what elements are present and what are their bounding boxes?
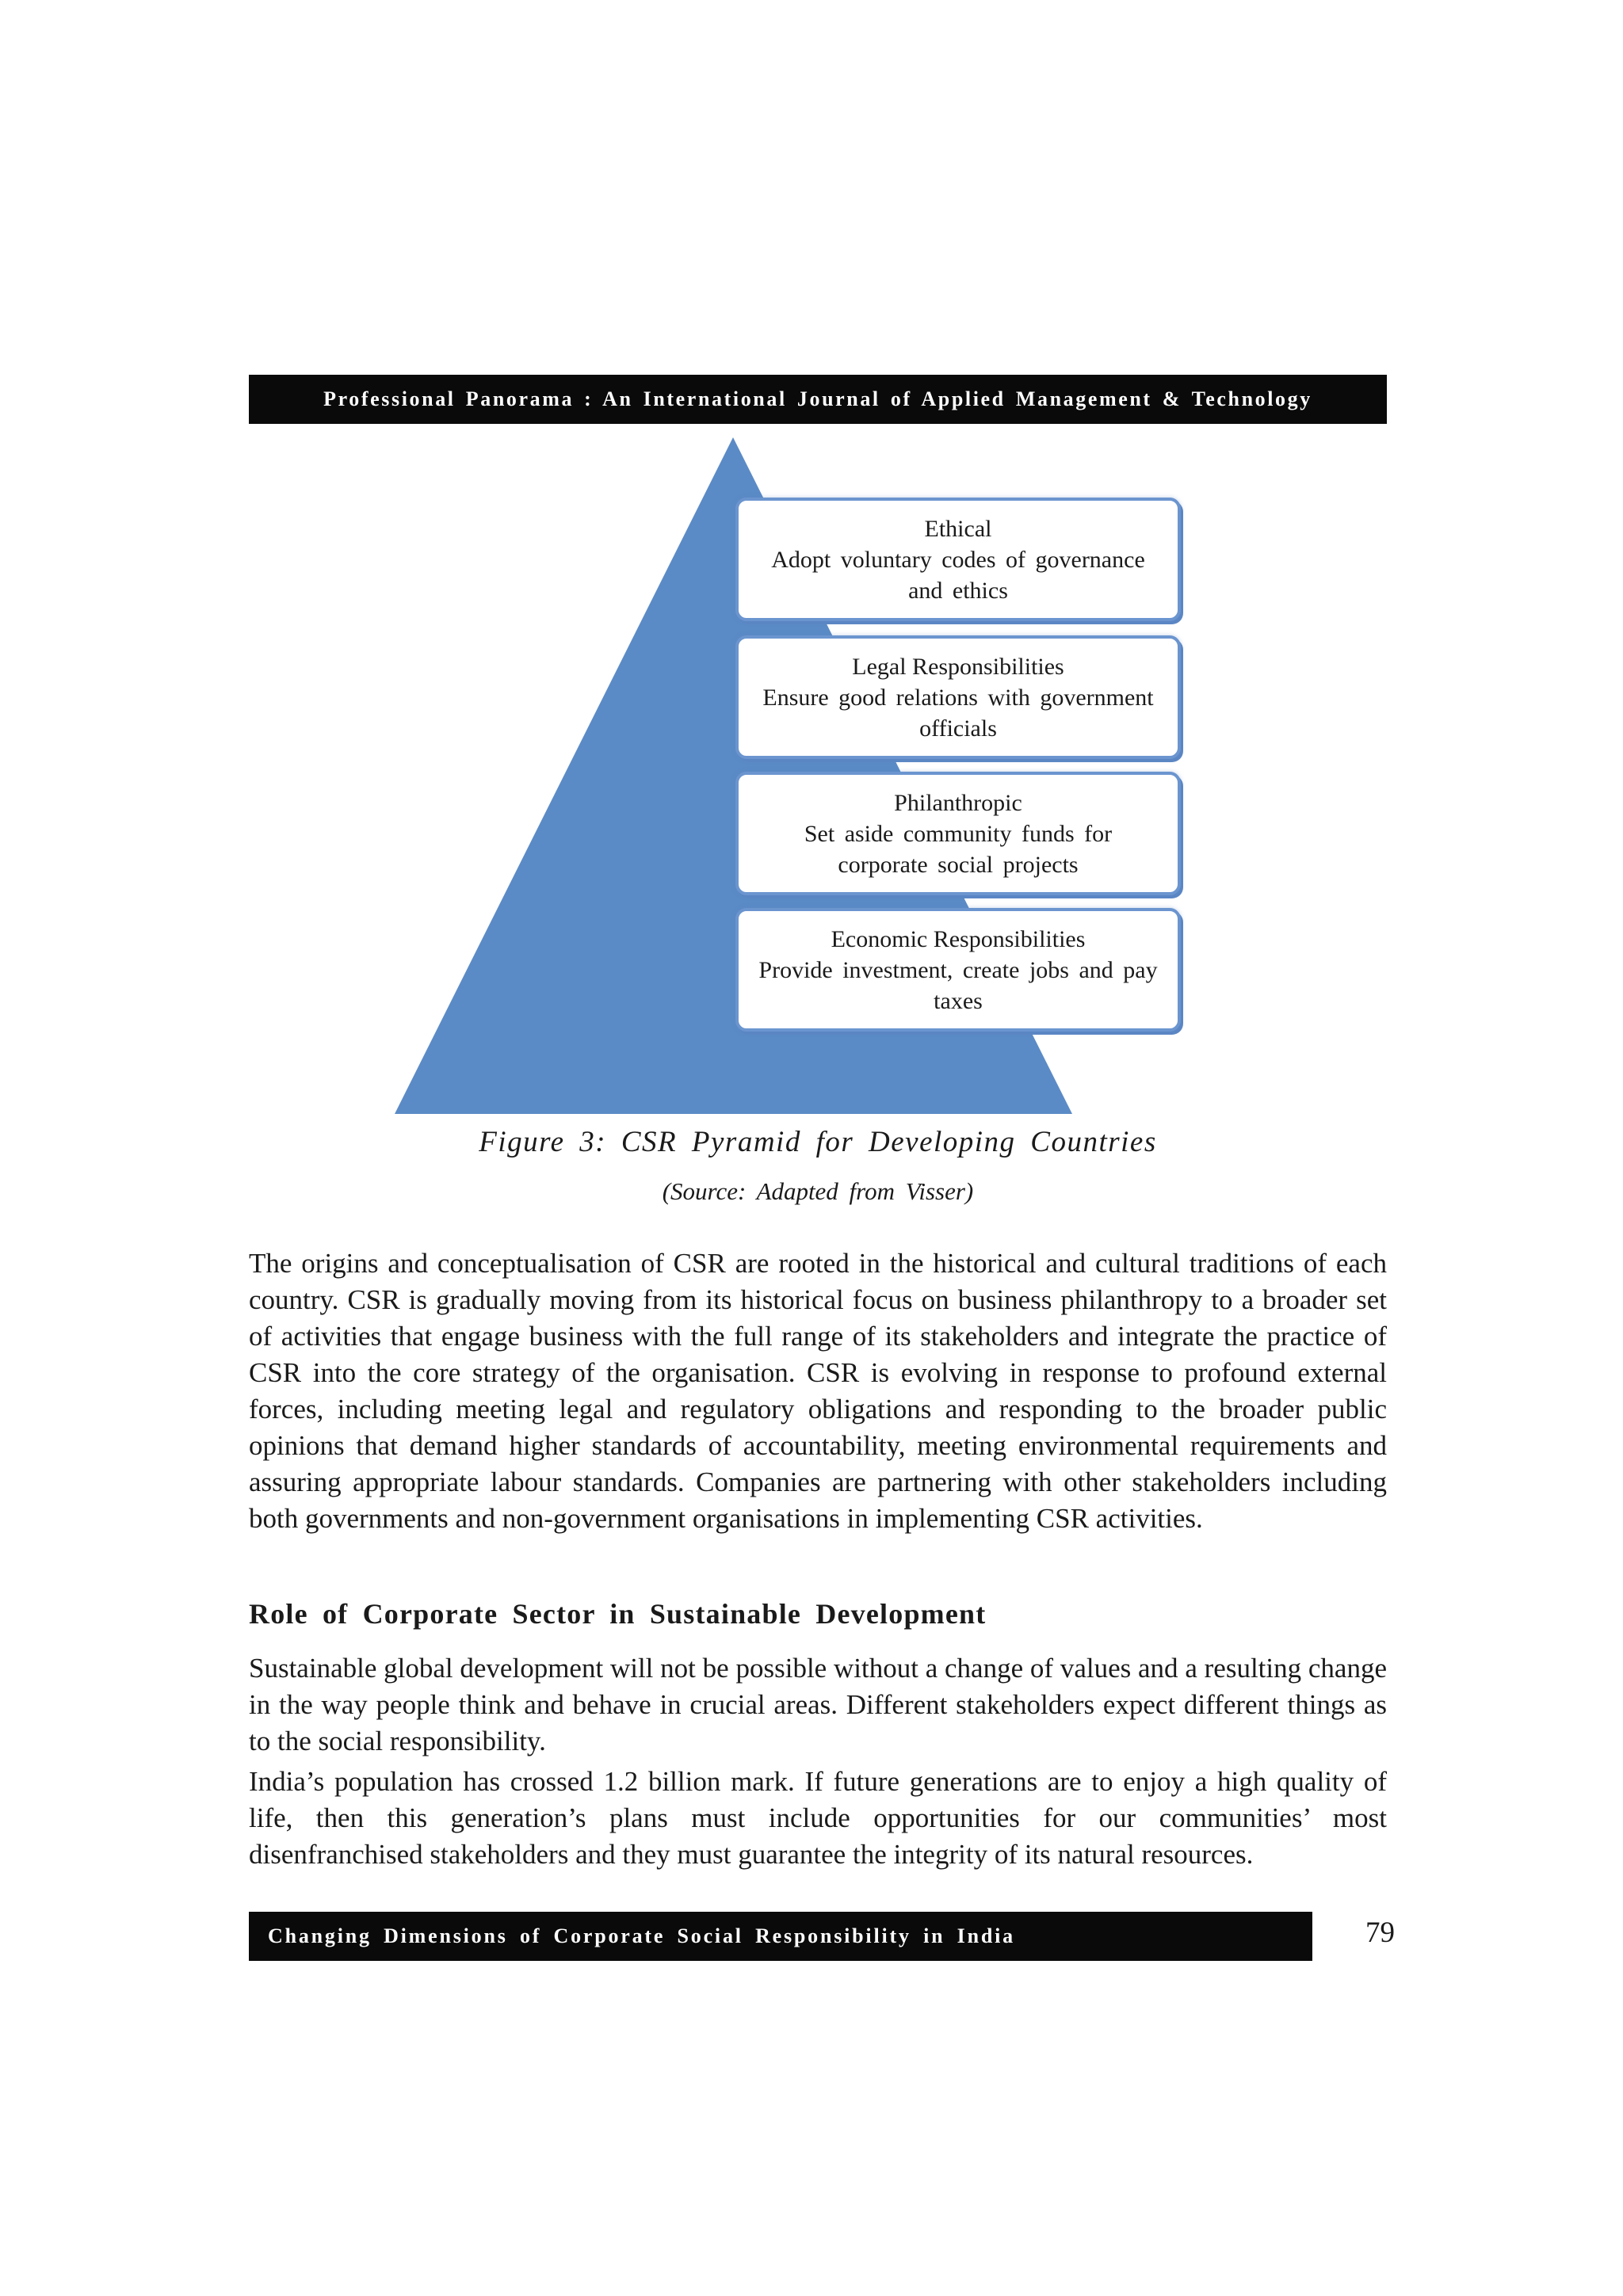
paragraph-sustainable-development: Sustainable global development will not be possible without a change of values and a resulting change in the way people think and behave in crucial areas. Different stakeholders expect different things as to the social responsibility. [249,1653,1387,1756]
running-title: Changing Dimensions of Corporate Social Responsibility in India [268,1924,1015,1947]
tier-title: Legal Responsibilities [852,653,1064,680]
journal-title: Professional Panorama : An International Journal of Applied Management & Technology [323,387,1312,410]
tier-title: Economic Responsibilities [831,925,1086,952]
tier-description: Adopt voluntary codes of governance and ethics [771,546,1145,604]
paragraph-csr-origins: The origins and conceptualisation of CSR are rooted in the historical and cultural traditions of each country. CSR is gradually moving from its historical focus on business philanthropy to a broader set of activities that engage business with the full range of its stakeholders and integrate the practice of CSR into the core strategy of the organisation. CSR is evolving in response to profound external forces, including meeting legal and regulatory obligations and responding to the broader public opinions that demand higher standards of accountability, meeting environmental requirements and assuring appropriate labour standards. Companies are partnering with other stakeholders including both governments and non-government organisations in implementing CSR activities. [249,1248,1387,1534]
tier-title: Philanthropic [894,789,1022,816]
pyramid-tier-economic [735,908,1181,1032]
pyramid-tier-philanthropic [735,772,1181,895]
paragraph-india-population: India’s population has crossed 1.2 billion mark. If future generations are to enjoy a high quality of life, then this generation’s plans must include opportunities for our communities’ most disenfranchised stakeholders and they must guarantee the integrity of its natural resources. [249,1766,1387,1870]
section-heading: Role of Corporate Sector in Sustainable Development [249,1598,987,1630]
pyramid-tier-ethical [735,498,1181,621]
tier-description: Set aside community funds for corporate social projects [804,820,1113,878]
tier-description: Ensure good relations with government officials [762,684,1154,742]
figure-source: (Source: Adapted from Visser) [662,1177,974,1205]
page-number: 79 [1365,1917,1395,1949]
figure-caption: Figure 3: CSR Pyramid for Developing Countries [479,1126,1157,1158]
running-footer-bar [249,1912,1312,1961]
pyramid-tier-legal [735,635,1181,759]
tier-description: Provide investment, create jobs and pay taxes [758,956,1158,1014]
tier-title: Ethical [924,515,992,542]
